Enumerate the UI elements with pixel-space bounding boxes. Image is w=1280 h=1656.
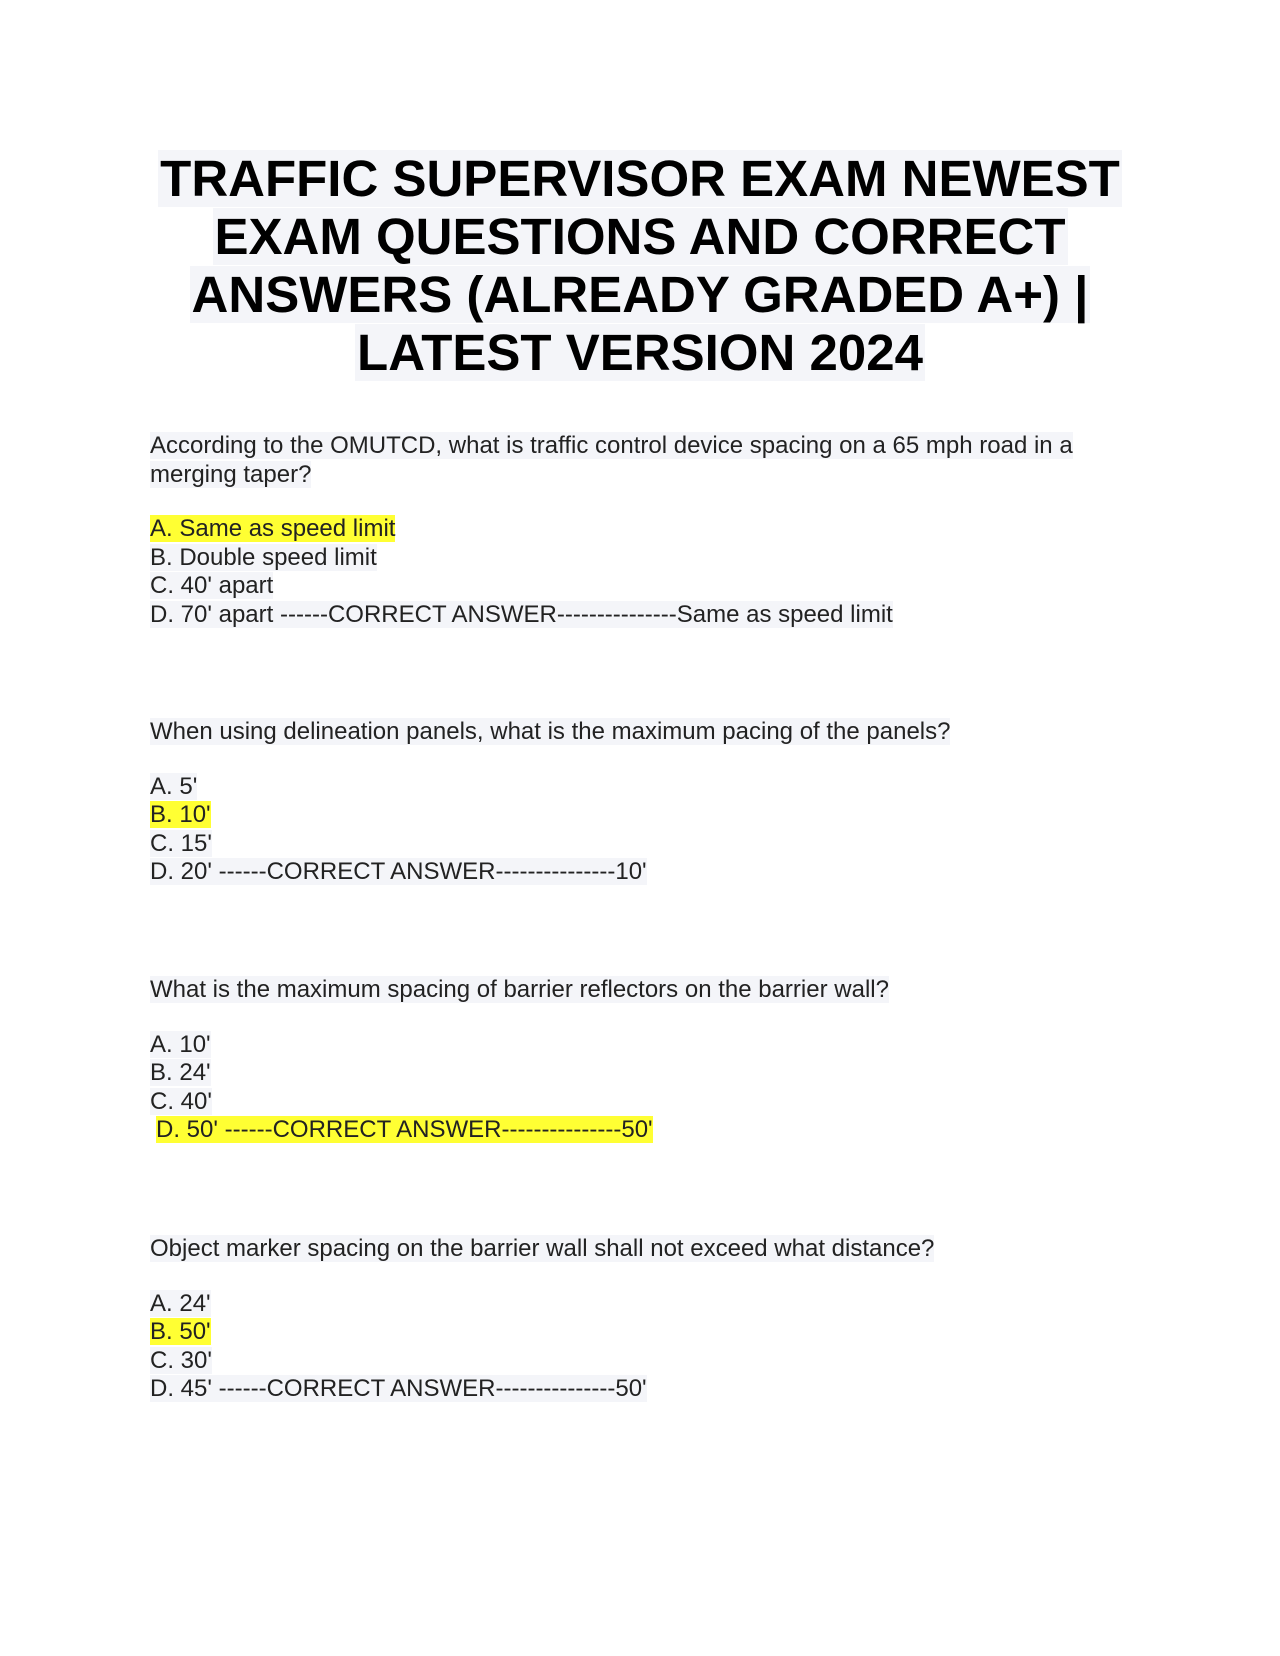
answer-option	[150, 1031, 1130, 1060]
title-line-text: ANSWERS (ALREADY GRADED A+) |	[191, 266, 1089, 323]
title-line	[0, 324, 1280, 382]
answer-option	[150, 1059, 1130, 1088]
title-line-text: TRAFFIC SUPERVISOR EXAM NEWEST	[160, 150, 1120, 207]
answer-option-text: C. 40'	[150, 1087, 212, 1115]
answer-option	[150, 515, 1130, 544]
answer-option-text: A. 24'	[150, 1289, 211, 1317]
answer-option-text: B. 50'	[150, 1318, 211, 1345]
answer-option	[150, 1375, 1130, 1404]
answer-option	[150, 801, 1130, 830]
document-title	[0, 150, 1280, 382]
answer-option	[150, 830, 1130, 859]
question-text-content: When using delineation panels, what is the maximum pacing of the panels?	[150, 718, 951, 745]
question-text-content: Object marker spacing on the barrier wall shall not exceed what distance?	[150, 1235, 935, 1262]
title-line	[0, 150, 1280, 208]
answer-option	[150, 773, 1130, 802]
question-text-content: What is the maximum spacing of barrier reflectors on the barrier wall?	[150, 976, 889, 1003]
question-block-3	[150, 976, 1130, 1145]
answer-option-text: B. 24'	[150, 1059, 211, 1086]
answer-option	[150, 1088, 1130, 1117]
answer-option	[150, 1290, 1130, 1319]
title-line-text: LATEST VERSION 2024	[357, 324, 923, 381]
answer-option-text: B. Double speed limit	[150, 543, 377, 571]
answer-option	[150, 1116, 1130, 1145]
answer-option	[150, 1318, 1130, 1347]
answer-option-text: A. 10'	[150, 1030, 211, 1058]
question-block-2	[150, 718, 1130, 887]
question-text	[150, 1235, 1130, 1264]
answer-option-text: D. 20' ------CORRECT ANSWER---------------10'	[150, 858, 647, 885]
question-text-content: According to the OMUTCD, what is traffic control device spacing on a 65 mph road in a merging taper?	[150, 432, 1073, 488]
answer-option	[150, 1347, 1130, 1376]
question-text	[150, 718, 1130, 747]
answer-option-text: A. Same as speed limit	[150, 515, 396, 542]
answer-option-text: C. 40' apart	[150, 572, 274, 599]
answer-option	[150, 544, 1130, 573]
question-block-4	[150, 1235, 1130, 1404]
answer-option	[150, 858, 1130, 887]
answer-option-text: D. 70' apart ------CORRECT ANSWER---------------Same as speed limit	[150, 600, 893, 628]
answer-option-text: C. 30'	[150, 1346, 212, 1374]
answer-option-text: A. 5'	[150, 772, 198, 800]
answer-option-text: B. 10'	[150, 801, 211, 828]
answer-option-text: D. 50' ------CORRECT ANSWER---------------50'	[156, 1116, 653, 1143]
question-text	[150, 432, 1130, 489]
answer-option-text: D. 45' ------CORRECT ANSWER---------------50'	[150, 1375, 647, 1402]
answer-option-text: C. 15'	[150, 829, 212, 857]
title-line-text: EXAM QUESTIONS AND CORRECT	[214, 208, 1066, 265]
answer-option	[150, 601, 1130, 630]
question-block-1	[150, 432, 1130, 629]
title-line	[0, 266, 1280, 324]
title-line	[0, 208, 1280, 266]
question-text	[150, 976, 1130, 1005]
answer-option	[150, 572, 1130, 601]
